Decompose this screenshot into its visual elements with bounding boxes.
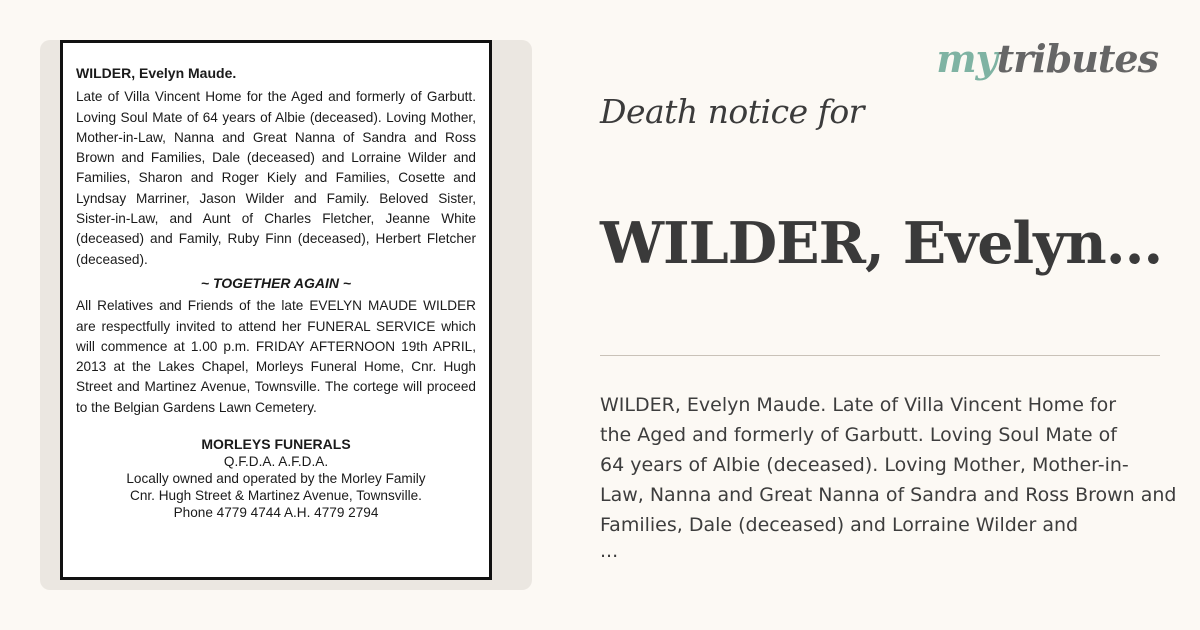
funeral-line-1: Q.F.D.A. A.F.D.A. [223, 454, 329, 470]
notice-together-again: ~ TOGETHER AGAIN ~ [200, 274, 352, 291]
funeral-line-3: Cnr. Hugh Street & Martinez Avenue, Townsville. [130, 488, 422, 504]
funeral-line-4: Phone 4779 4744 A.H. 4779 2794 [173, 505, 379, 521]
funeral-director-name: MORLEYS FUNERALS [201, 436, 351, 453]
death-notice-image [60, 40, 492, 580]
kicker-text: Death notice for [600, 92, 864, 131]
funeral-director-block [76, 436, 476, 521]
funeral-line-2: Locally owned and operated by the Morley Family [126, 471, 426, 487]
notice-paragraph-2: All Relatives and Friends of the late EVELYN MAUDE WILDER are respectfully invited to attend her FUNERAL SERVICE which will commence at 1.00 p.m. FRIDAY AFTERNOON 19th APRIL, 2013 at the Lakes Chapel, Morleys Funeral Home, Cnr. Hugh Street and Martinez Avenue, Townsville. The cortege will proceed to the Belgian Gardens Lawn Cemetery. [76, 298, 476, 415]
logo-tributes: tributes [996, 36, 1158, 81]
page-title: WILDER, Evelyn... [600, 210, 1163, 277]
logo-my: my [936, 36, 997, 81]
divider [600, 355, 1160, 356]
excerpt-ellipsis: ... [600, 540, 619, 562]
notice-paragraph-1: Late of Villa Vincent Home for the Aged and formerly of Garbutt. Loving Soul Mate of 64 years of Albie (deceased). Loving Mother, Mother-in-Law, Nanna and Great Nanna of Sandra and Ross Brown and Families, Dale (deceased) and Lorraine Wilder and Families, Sharon and Roger Kiely and Families, Cosette and Lyndsay Marriner, Jason Wilder and Family. Beloved Sister, Sister-in-Law, and Aunt of Charles Fletcher, Jeanne White (deceased) and Family, Ruby Finn (deceased), Herbert Fletcher (deceased). [76, 89, 476, 267]
mytributes-logo[interactable] [936, 36, 1158, 81]
notice-name: WILDER, Evelyn Maude. [76, 65, 237, 81]
notice-excerpt: WILDER, Evelyn Maude. Late of Villa Vincent Home for the Aged and formerly of Garbutt. Loving Soul Mate of 64 years of Albie (deceased). Loving Mother, Mother-in- Law, Nanna and Great Nanna of Sandra and Ross Brown and Families, Dale (deceased) and Lorraine Wilder and [600, 394, 1177, 536]
